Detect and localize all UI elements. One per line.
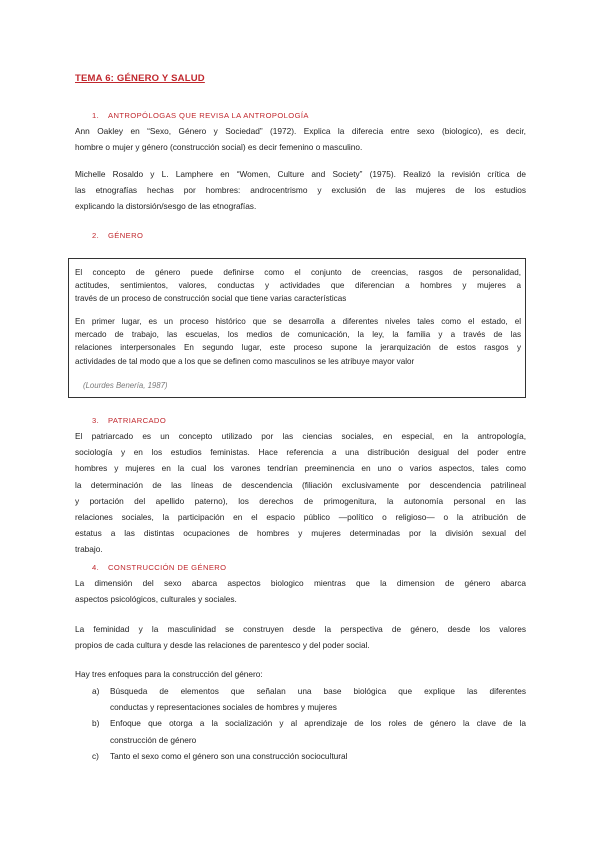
text-line: hombre o mujer y género (construcción social) es decir femenino o masculino. — [75, 142, 363, 153]
list-item — [92, 715, 526, 747]
text-line: conductas y representaciones sociales de hombres y mujeres — [110, 702, 337, 713]
text-line: actitudes, sentimientos, valores, conductas y actividades que diferencian a hombres y mujeres a — [75, 281, 521, 291]
text-line: actividades de tal modo que a los que se definen como masculinos se les atribuye mayor valor — [75, 356, 415, 366]
text-line: estatus a las distintas ocupaciones de hombres y mujeres determinadas por la división sexual del — [75, 528, 526, 539]
text-line: trabajo. — [75, 544, 103, 555]
section-4-paragraph-3 — [75, 666, 526, 682]
text-line: la determinación de las líneas de descendencia (filiación exclusivamente por descendencia patrilineal — [75, 479, 526, 490]
box-paragraph-2 — [75, 315, 521, 368]
section-1-heading — [92, 111, 309, 120]
text-line: En primer lugar, es un proceso histórico que se desarrolla a diferentes niveles tales como el estado, el — [75, 317, 521, 326]
text-line: La feminidad y la masculinidad se construyen desde la perspectiva de género, desde los valores — [75, 624, 526, 634]
text-line: y portación del apellido paterno), los derechos de primogenitura, la autonomía personal en las — [75, 495, 526, 506]
text-line: Michelle Rosaldo y L. Lamphere en “Women, Culture and Society” (1975). Realizó la revisión crítica de — [75, 169, 526, 179]
text-line: La dimensión del sexo abarca aspectos biologico mientras que la dimension de género abarca — [75, 578, 526, 588]
text-line: las etnografías hechas por hombres: androcentrismo y exclusión de las mujeres de los estudios — [75, 185, 526, 196]
text-line: mercado de trabajo, las escuelas, los medios de comunicación, la ley, la familia y a través de las — [75, 330, 521, 340]
text-line: relaciones interpersonales En segundo lugar, este proceso supone la jerarquización de estos rasgos y — [75, 343, 521, 353]
list-item — [92, 683, 526, 715]
document-title: TEMA 6: GÉNERO Y SALUD — [75, 73, 205, 84]
section-4-heading — [92, 563, 227, 572]
text-line: Hay tres enfoques para la construcción del género: — [75, 669, 263, 679]
citation: (Lourdes Benería, 1987) — [83, 381, 168, 390]
section-1-paragraph-2 — [75, 166, 526, 215]
section-2-number: 2. — [92, 231, 100, 240]
section-4-title: CONSTRUCCIÓN DE GÉNERO — [108, 563, 227, 572]
section-4-paragraph-2 — [75, 621, 526, 653]
list-marker: a) — [92, 686, 100, 696]
section-4-number: 4. — [92, 563, 100, 572]
text-line: Enfoque que otorga a la socialización y al aprendizaje de los roles de género la clave de la — [110, 718, 526, 729]
gender-definition-box — [68, 258, 526, 398]
text-line: relaciones sociales, la participación en el espacio público —político o religioso— o la atribución de — [75, 512, 526, 523]
text-line: construcción de género — [110, 734, 197, 745]
section-1-title: ANTROPÓLOGAS QUE REVISA LA ANTROPOLOGÍA — [108, 111, 309, 120]
box-paragraph-1 — [75, 266, 521, 306]
section-3-heading — [92, 416, 166, 425]
section-3-paragraph — [75, 428, 526, 558]
text-line: El concepto de género puede definirse como el conjunto de creencias, rasgos de personalidad, — [75, 268, 521, 277]
section-3-title: PATRIARCADO — [108, 416, 167, 425]
text-line: través de un proceso de construcción social que tiene varias características — [75, 294, 347, 304]
section-4-paragraph-1 — [75, 575, 526, 607]
approaches-list — [92, 683, 526, 764]
section-2-heading — [92, 231, 143, 240]
text-line: sociología y en los estudios feministas. Hace referencia a una distribución desigual del poder entre — [75, 447, 526, 458]
section-3-number: 3. — [92, 416, 100, 425]
section-2-title: GÉNERO — [108, 231, 144, 240]
text-line: aspectos psicológicos, culturales y sociales. — [75, 594, 237, 605]
text-line: hombres y mujeres en la cual los varones tendrían preeminencia en uno o varios aspectos, tales como — [75, 463, 526, 474]
text-line: explicando la distorsión/sesgo de las etnografías. — [75, 201, 257, 212]
text-line: El patriarcado es un concepto utilizado por las ciencias sociales, en especial, en la antropología, — [75, 431, 526, 441]
list-marker: b) — [92, 718, 100, 729]
section-1-paragraph-1 — [75, 123, 526, 155]
list-marker: c) — [92, 750, 99, 761]
text-line: Tanto el sexo como el género son una construcción sociocultural — [110, 750, 348, 761]
text-line: Ann Oakley en “Sexo, Género y Sociedad” (1972). Explica la diferecia entre sexo (biologico), es decir, — [75, 126, 526, 136]
text-line: propios de cada cultura y desde las relaciones de parentesco y del poder social. — [75, 640, 370, 651]
section-1-number: 1. — [92, 111, 100, 120]
list-item — [92, 748, 526, 764]
text-line: Búsqueda de elementos que señalan una base biológica que explique las diferentes — [110, 686, 526, 696]
